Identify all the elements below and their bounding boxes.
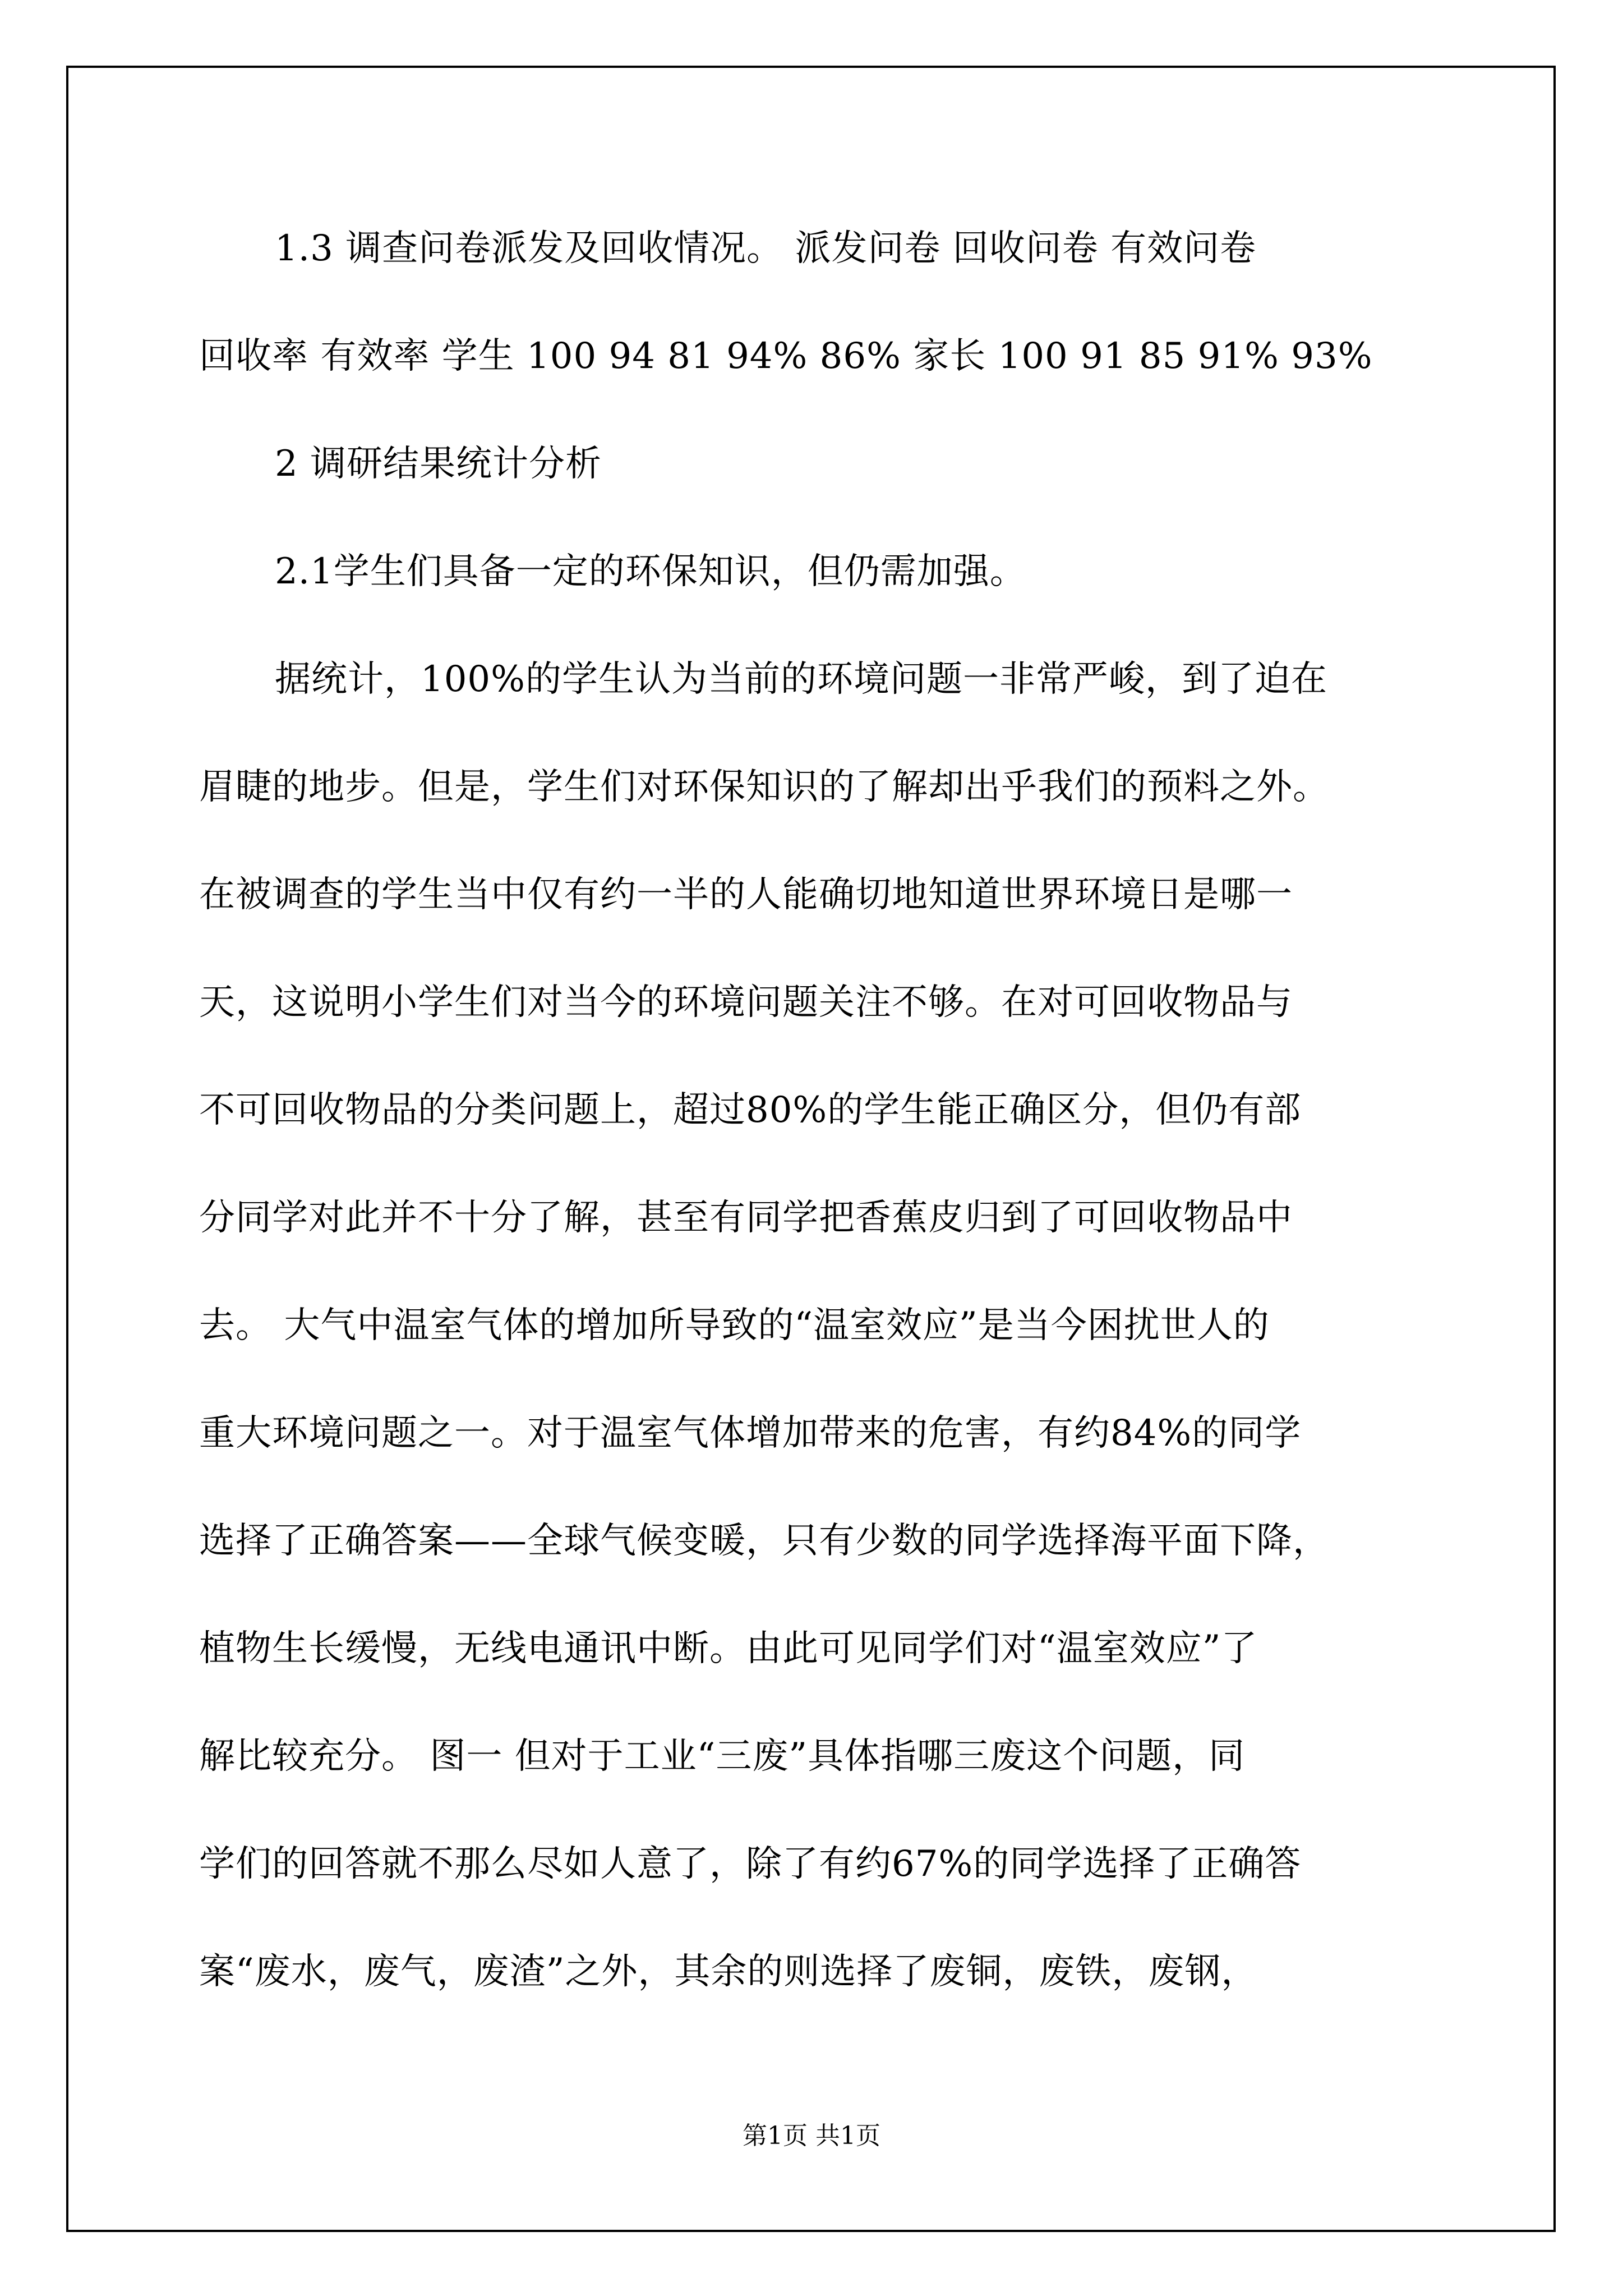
section-heading-1-3: 1.3 调查问卷派发及回收情况。 派发问卷 回收问卷 有效问卷: [275, 228, 1257, 269]
page-footer: 第1页 共1页: [743, 2122, 880, 2150]
paragraph-line: 眉睫的地步。但是，学生们对环保知识的了解却出乎我们的预料之外。: [199, 766, 1329, 808]
page-border: [66, 66, 1556, 2232]
paragraph-line: 学们的回答就不那么尽如人意了，除了有约67%的同学选择了正确答: [199, 1843, 1302, 1885]
paragraph-line: 在被调查的学生当中仅有约一半的人能确切地知道世界环境日是哪一: [199, 874, 1293, 915]
paragraph-line: 重大环境问题之一。对于温室气体增加带来的危害，有约84%的同学: [199, 1412, 1302, 1454]
paragraph-line: 去。 大气中温室气体的增加所导致的“温室效应”是当今困扰世人的: [199, 1305, 1270, 1346]
paragraph-line: 植物生长缓慢，无线电通讯中断。由此可见同学们对“温室效应”了: [199, 1628, 1258, 1669]
paragraph-line: 选择了正确答案——全球气候变暖，只有少数的同学选择海平面下降，: [199, 1520, 1329, 1562]
paragraph-line: 案“废水，废气，废渣”之外，其余的则选择了废铜，废铁，废钢，: [199, 1951, 1258, 1993]
paragraph-line: 分同学对此并不十分了解，甚至有同学把香蕉皮归到了可回收物品中: [199, 1197, 1293, 1239]
paragraph-line: 回收率 有效率 学生 100 94 81 94% 86% 家长 100 91 85 91% 93%: [199, 335, 1373, 377]
section-heading-2-1: 2.1学生们具备一定的环保知识，但仍需加强。: [275, 551, 1026, 592]
paragraph-line: 解比较充分。 图一 但对于工业“三废”具体指哪三废这个问题，同: [199, 1736, 1246, 1777]
paragraph-line: 据统计，100%的学生认为当前的环境问题一非常严峻，到了迫在: [275, 659, 1327, 700]
paragraph-line: 不可回收物品的分类问题上，超过80%的学生能正确区分，但仍有部: [199, 1089, 1302, 1131]
section-heading-2: 2 调研结果统计分析: [275, 443, 602, 485]
paragraph-line: 天，这说明小学生们对当今的环境问题关注不够。在对可回收物品与: [199, 982, 1293, 1023]
